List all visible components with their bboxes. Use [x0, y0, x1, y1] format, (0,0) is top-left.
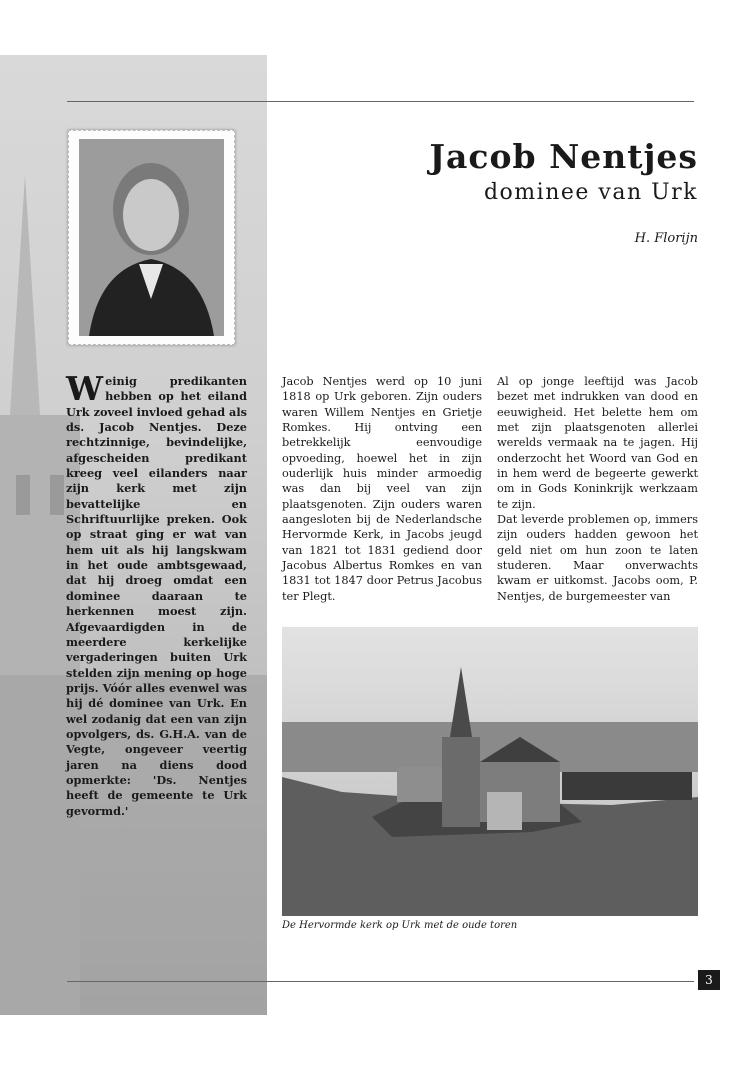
top-rule	[67, 101, 694, 102]
portrait-photo	[68, 130, 235, 345]
intro-text: einig predikanten hebben op het eiland Urk zoveel invloed gehad als ds. Jacob Nentjes. Deze rechtzinnige, bevindelijke, afgescheiden predikant kreeg veel eilanders naar zijn kerk met zijn bevattelijke en Schriftuurlijke preken. Ook op straat ging er wat van hem uit als hij langskwam in het oude ambtsgewaad, dat hij droeg omdat een dominee daaraan te herkennen moest zijn. Afgevaardigden in de meerdere kerkelijke vergaderingen buiten Urk stelden zijn mening op hoge prijs. Vóór alles evenwel was hij dé dominee van Urk. En wel zodanig dat een van zijn opvolgers, ds. G.H.A. van de Vegte, ongeveer veertig jaren na diens dood opmerkte: 'Ds. Nentjes heeft de gemeente te Urk gevormd.'	[66, 374, 248, 818]
body-paragraph: Dat leverde problemen op, immers zijn ouders hadden gewoon het geld niet om hun zoon te laten studeren. Maar onverwachts kwam er uitkomst. Jacobs oom, P. Nentjes, de burgemeester van	[497, 513, 698, 603]
column-right	[497, 374, 698, 604]
column-middle	[282, 374, 482, 604]
drop-cap: W	[66, 369, 104, 408]
author-name: H. Florijn	[634, 231, 698, 246]
photo-caption: De Hervormde kerk op Urk met de oude toren	[282, 920, 518, 931]
article-title: Jacob Nentjes	[429, 137, 698, 176]
body-paragraph: Al op jonge leeftijd was Jacob bezet met indrukken van dood en eeuwigheid. Het belette hem om met zijn plaatsgenoten allerlei werelds vermaak na te jagen. Hij onderzocht het Woord van God en in hem werd de begeerte gewerkt om in Gods Koninkrijk werkzaam te zijn.	[497, 375, 698, 511]
bottom-rule	[67, 981, 694, 982]
portrait-image	[79, 139, 224, 336]
intro-paragraph	[66, 369, 248, 819]
page-number: 3	[698, 970, 720, 990]
church-photo	[282, 627, 698, 916]
article-subtitle: dominee van Urk	[483, 180, 698, 205]
body-paragraph: Jacob Nentjes werd op 10 juni 1818 op Urk geboren. Zijn ouders waren Willem Nentjes en Grietje Romkes. Hij ontving een betrekkelijk eenvoudige opvoeding, hoewel het in zijn ouderlijk huis minder armoedig was dan bij veel van zijn plaatsgenoten. Zijn ouders waren aangesloten bij de Nederlandsche Hervormde Kerk, in Jacobs jeugd van 1821 tot 1831 gediend door Jacobus Albertus Romkes en van 1831 tot 1847 door Petrus Jacobus ter Plegt.	[282, 375, 482, 603]
church-image	[282, 627, 698, 916]
title-block	[429, 135, 698, 207]
